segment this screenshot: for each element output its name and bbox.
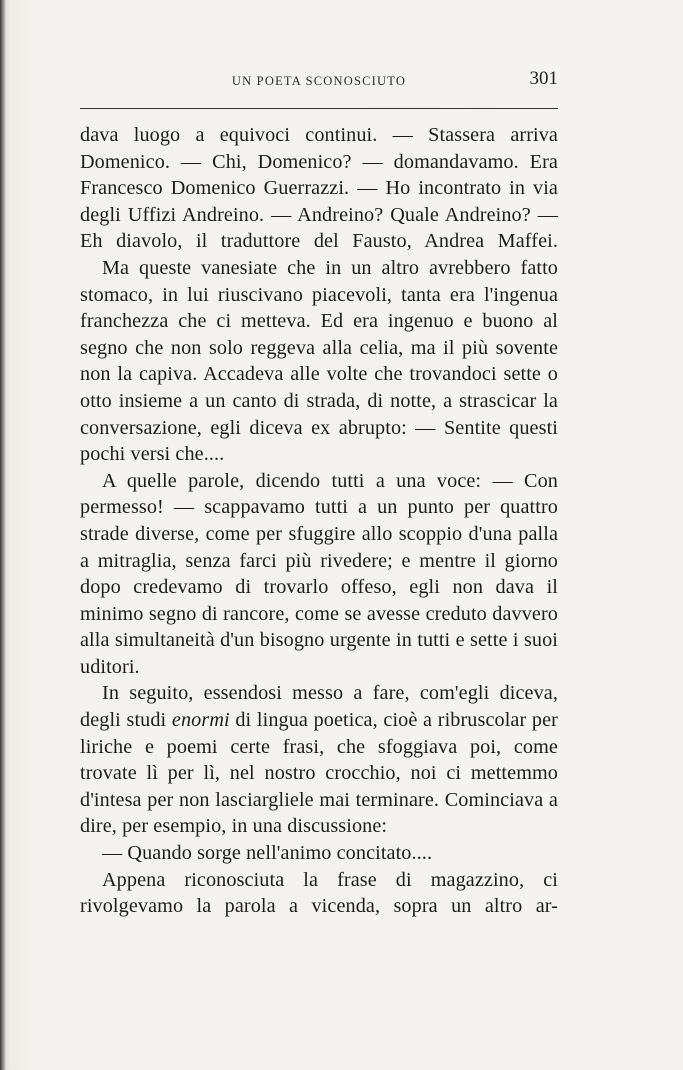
paragraph-6: Appena riconosciuta la frase di magazzino, ci rivolgevamo la parola a vicenda, sopra un altro ar- xyxy=(80,868,558,918)
paragraph-5-quote: — Quando sorge nell'animo concitato.... xyxy=(102,842,433,865)
italic-word-enormi: enormi xyxy=(171,709,230,732)
page-binding-edge xyxy=(0,0,6,1070)
paragraph-3: A quelle parole, dicendo tutti a una voce: — Con permesso! — scappavamo tutti a un punto per quattro strade diverse, come per sfuggire allo scoppio d'una palla a mitraglia, senza farci più rivedere; e mentre il giorno dopo credevamo di trovarlo offeso, egli non dava il minimo segno di rancore, come se avesse creduto davvero alla simultaneità d'un bisogno urgente in tutti e sette i suoi uditori. xyxy=(80,469,558,678)
paragraph-4-part-2: di lingua poetica, cioè a ribruscolar per liriche e poemi certe frasi, che sfoggiava poi, come trovate lì per lì, nel nostro crocchio, noi ci mettemmo d'intesa per non lasciargliele mai terminare. Cominciava a dire, per esempio, in una discussione: xyxy=(80,709,559,838)
body-text xyxy=(80,122,558,920)
paragraph-4-part-1: In seguito, essendosi messo a fare, com'egli diceva, degli studi xyxy=(80,682,558,732)
paragraph-4 xyxy=(80,680,558,840)
paragraph-2: Ma queste vanesiate che in un altro avrebbero fatto stomaco, in lui riuscivano piacevoli, tanta era l'ingenua franchezza che ci metteva. Ed era ingenuo e buono al segno che non solo reggeva alla celia, ma il più sovente non la capiva. Accadeva alle volte che trovandoci sette o otto insieme a un canto di strada, di notte, a strascicar la conversazione, egli diceva ex abrupto: — Sentite questi pochi versi che.... xyxy=(80,256,558,466)
paragraph-1: dava luogo a equivoci continui. — Stassera arriva Domenico. — Chi, Domenico? — domandavamo. Era Francesco Domenico Guerrazzi. — Ho incontrato in via degli Uffizi Andreino. — Andreino? Quale Andreino? — Eh diavolo, il traduttore del Fausto, Andrea Maffei. xyxy=(80,124,558,253)
page-header xyxy=(80,64,558,104)
running-head-title: UN POETA SCONOSCIUTO xyxy=(231,74,407,88)
page-number: 301 xyxy=(529,68,558,89)
header-rule xyxy=(80,108,558,109)
